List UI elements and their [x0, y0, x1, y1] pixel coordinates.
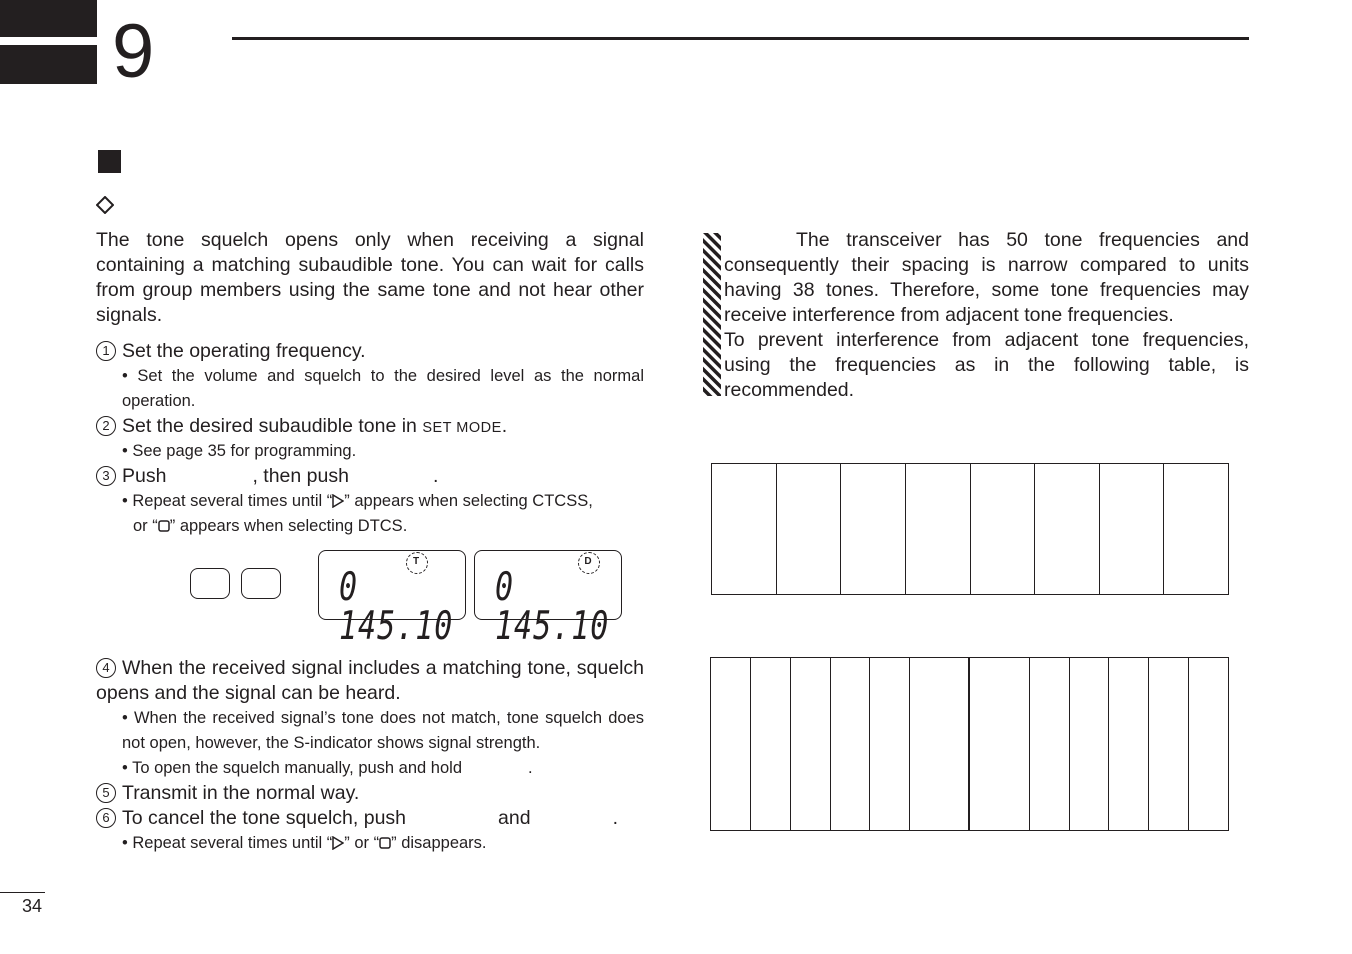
note-hatch-icon: [703, 233, 721, 396]
note-paragraph: The transceiver has 50 tone frequencies and consequently their spacing is narrow compared to units having 38 tones. Therefore, some tone frequencies may receive interference from adjacent tone frequencies. To prevent interference from adjacent tone frequencies, using the frequencies as in the following table, is recommended.: [724, 229, 1249, 401]
footer-rule: [0, 892, 45, 893]
set-mode-label: SET MODE: [422, 420, 502, 436]
page-number: 34: [22, 896, 43, 916]
step-4-note-b: • To open the squelch manually, push and hold .: [122, 759, 533, 777]
step-4: 4 When the received signal includes a matching tone, squelch opens and the signal can be heard.: [96, 657, 644, 704]
tone-squelch-icon: [332, 836, 344, 850]
ctcss-indicator-icon: T: [406, 552, 428, 574]
step-2-note: • See page 35 for programming.: [122, 442, 357, 460]
diamond-icon: [96, 196, 114, 214]
dtcs-icon: [158, 519, 170, 533]
step-1: 1 Set the operating frequency.: [96, 339, 644, 364]
header-rule: [232, 37, 1249, 40]
dtcs-indicator-icon: D: [578, 552, 600, 574]
key-button-2: [241, 568, 281, 599]
step-4-note-a: • When the received signal’s tone does not match, tone squelch does not open, however, the S-indicator shows signal strength.: [122, 709, 644, 752]
lcd-frequency: 0 145.10: [495, 565, 610, 650]
lcd-frequency: 0 145.10: [339, 565, 454, 650]
lcd-display-dtcs: [474, 550, 622, 650]
tone-table-ctcss: [711, 463, 1229, 595]
tone-table-frequencies: [710, 657, 1229, 831]
step-6: 6 To cancel the tone squelch, push and .: [96, 806, 644, 831]
step-5: 5 Transmit in the normal way.: [96, 781, 644, 806]
step-6-note: • Repeat several times until “ ” or “ ” disappears.: [122, 834, 487, 852]
chapter-tab-top: [0, 0, 97, 37]
lcd-display-ctcss: [318, 550, 466, 650]
section-square-icon: [98, 150, 121, 173]
tone-squelch-icon: [332, 494, 344, 508]
step-3: 3 Push , then push .: [96, 464, 644, 489]
chapter-tab-bottom: [0, 45, 97, 84]
dtcs-icon: [379, 836, 391, 850]
intro-paragraph: The tone squelch opens only when receiving a signal containing a matching subaudible tone. You can wait for calls from group members using the same tone and not hear other signals.: [96, 229, 644, 326]
chapter-number: 9: [112, 9, 155, 94]
key-button-1: [190, 568, 230, 599]
step-2: 2 Set the desired subaudible tone in SET MODE.: [96, 414, 644, 441]
step-3-note: • Repeat several times until “ ” appears when selecting CTCSS, or “ ” appears when selecting DTCS.: [122, 492, 593, 535]
step-1-note: • Set the volume and squelch to the desired level as the normal operation.: [122, 367, 644, 410]
